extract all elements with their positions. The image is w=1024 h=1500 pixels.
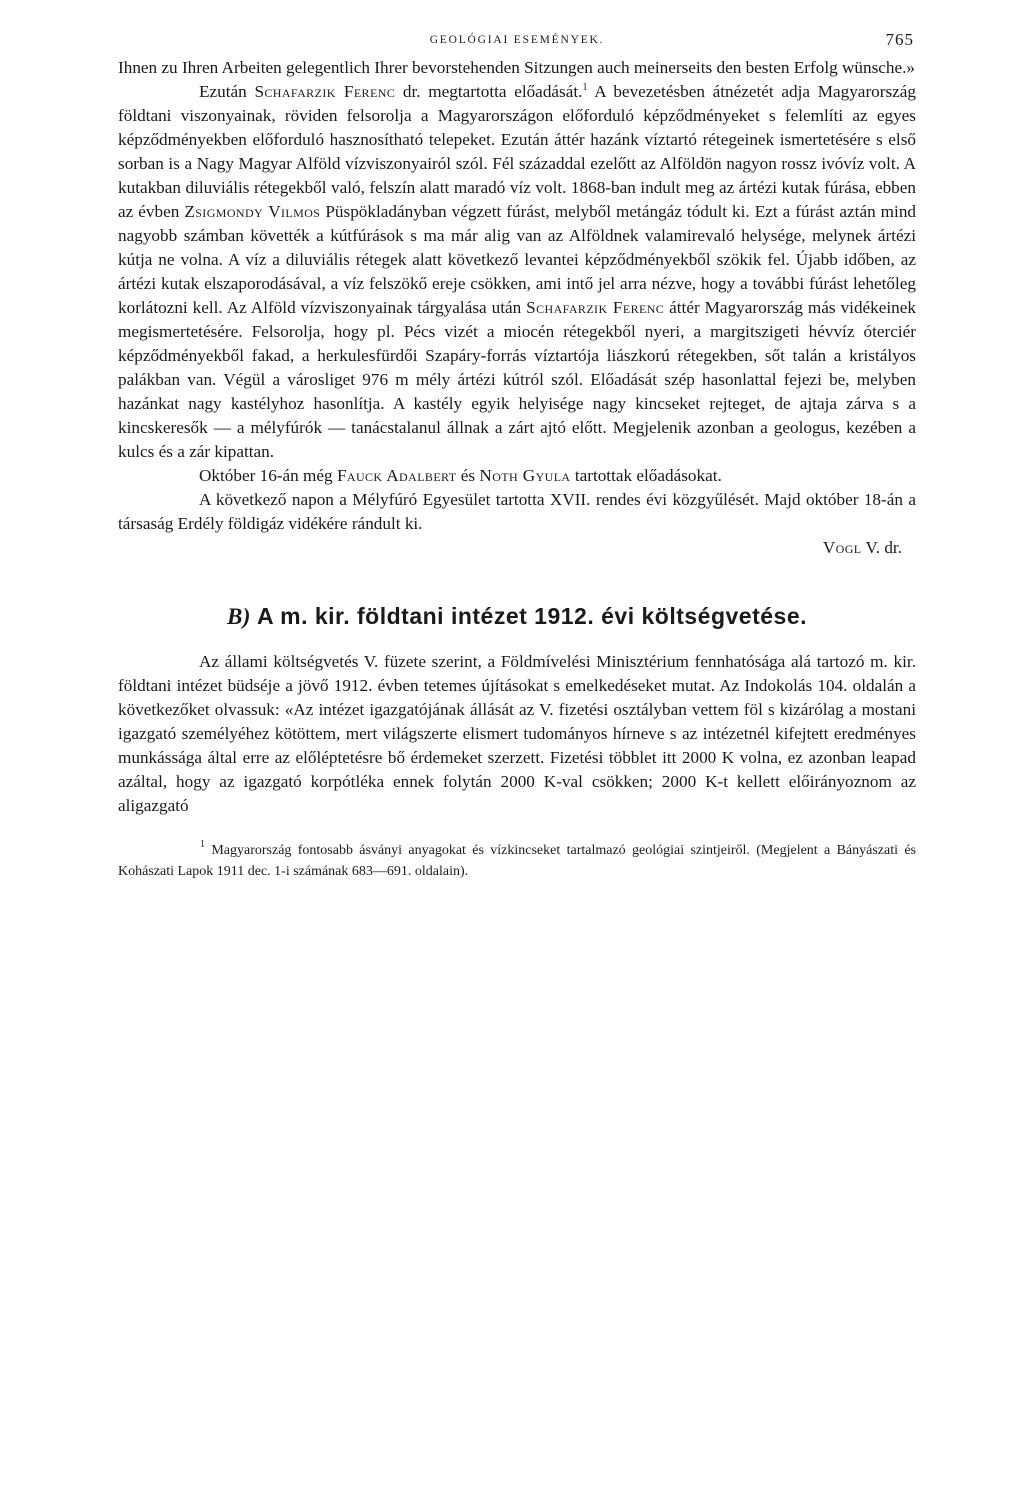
paragraph-october-lectures bbox=[118, 464, 916, 488]
paragraph-budget: Az állami költségvetés V. füzete szerint, a Földmívelési Minisztérium fennhatósága alá tartozó m. kir. földtani intézet büdséje a jövő 1912. évben tetemes újításokat s emelkedéseket mutat. Az Indokolás 104. oldalán a következőket olvassuk: «Az intézet igazgatójának állását az V. fizetési osztályban vettem föl s kizárólag a mostani igazgató személyéhez kötöttem, mert világszerte elismert tudományos hírneve s az intézetnél kifejtett eredményes munkássága által erre az előléptetésre bő érdemeket szerzett. Fizetési többlet itt 2000 K volna, ez azonban leapad azáltal, hogy az igazgató korpótléka ennek folytán 2000 K-val csökken; 2000 K-t kellett előirányoznom az aligazgató bbox=[118, 652, 916, 815]
paragraph-lecture bbox=[118, 80, 916, 464]
text-span: áttér Magyarország más vidékeinek megismertetésére. Felsorolja, hogy pl. Pécs vizét a miocén rétegekből nyeri, a margitszigeti hévvíz óterciér képződményekből fakad, a herkulesfürdői Szapáry-forrás víztartója liászkorú rétegekben, sőt talán a kristályos palákban van. Végül a városliget 976 m mély ártézi kútról szól. Előadását szép hasonlattal fejezi be, melyben hazánkat nagy kastélyhoz hasonlítja. A kastély egyik helyisége nagy kincseket rejteget, de ajtaja zárva s a kincskeresők — a mélyfúrók — tanácstalanul állnak a zárt ajtó előtt. Megjelenik azonban a geologus, kezében a kulcs és a zár kipattan. bbox=[118, 298, 916, 461]
person-name: Fauck Adalbert bbox=[336, 466, 457, 485]
section-letter: B) bbox=[226, 604, 251, 629]
body-text bbox=[118, 56, 916, 560]
signature-name: Vogl bbox=[822, 538, 862, 557]
footnote-reference: 1 bbox=[582, 82, 588, 93]
paragraph-quote-ending: Ihnen zu Ihren Arbeiten gelegentlich Ihrer bevorstehenden Sitzungen auch meinerseits den besten Erfolg wünsche.» bbox=[118, 58, 916, 77]
text-span: dr. megtartotta előadását. bbox=[402, 82, 583, 101]
person-name: Zsigmondy Vilmos bbox=[184, 202, 321, 221]
paragraph-general-meeting: A következő napon a Mélyfúró Egyesület tartotta XVII. rendes évi közgyűlését. Majd október 18-án a társaság Erdély földigáz vidékére rándult ki. bbox=[118, 490, 916, 533]
section-body bbox=[118, 650, 916, 818]
text-span: Ezután bbox=[199, 82, 247, 101]
page-number: 765 bbox=[885, 30, 914, 49]
text-span: és bbox=[460, 466, 476, 485]
text-span: Október 16-án még bbox=[199, 466, 333, 485]
person-name: Schafarzik Ferenc bbox=[254, 82, 396, 101]
signature bbox=[118, 536, 916, 560]
text-span: Püspökladányban végzett fúrást, melyből metángáz tódult ki. Ezt a fúrást aztán mind nagyobb számban követték a kútfúrások s ma már alig van az Alföldnek valamirevaló helysége, melynek ártézi kútja ne volna. A víz a diluviális rétegek alatt következő levantei képződményekből szökik fel. Újabb időben, az ártézi kutak elszaporodásával, a víz felszökő ereje csökken, ami intő jel arra nézve, hogy a további fúrást lehetőleg korlátozni kell. Az Alföld vízviszonyainak tárgyalása után bbox=[118, 202, 917, 317]
text-span: tartottak előadásokat. bbox=[574, 466, 722, 485]
section-title: A m. kir. földtani intézet 1912. évi költségvetése. bbox=[257, 603, 808, 629]
footnote-marker: 1 bbox=[200, 839, 205, 850]
person-name: Schafarzik Ferenc bbox=[526, 298, 665, 317]
footnote-text: Magyarország fontosabb ásványi anyagokat és vízkincseket tartalmazó geológiai szintjeiről. (Megjelent a Bányászati és Kohászati Lapok 1911 dec. 1-i számának 683—691. oldalain). bbox=[118, 843, 916, 879]
person-name: Noth Gyula bbox=[479, 466, 571, 485]
page-header bbox=[118, 20, 916, 50]
section-heading bbox=[118, 601, 916, 632]
signature-rest: V. dr. bbox=[865, 538, 902, 557]
footnote bbox=[118, 840, 916, 882]
running-title: GEOLÓGIAI ESEMÉNYEK. bbox=[429, 34, 605, 46]
text-span: A bevezetésben átnézetét adja Magyarország földtani viszonyainak, röviden felsorolja a Magyarországon előforduló képződményeket s felemlíti az egyes képződményekben előforduló hasznosítható telepeket. Ezután áttér hazánk víztartó rétegeinek ismertetésére s első sorban is a Nagy Magyar Alföld vízviszonyairól szól. Fél századdal ezelőtt az Alföldön nagyon rossz ivóvíz volt. A kutakban diluviális rétegekből való, felszín alatt maradó víz volt. 1868-ban indult meg az ártézi kutak fúrása, ebben az évben bbox=[118, 82, 917, 221]
